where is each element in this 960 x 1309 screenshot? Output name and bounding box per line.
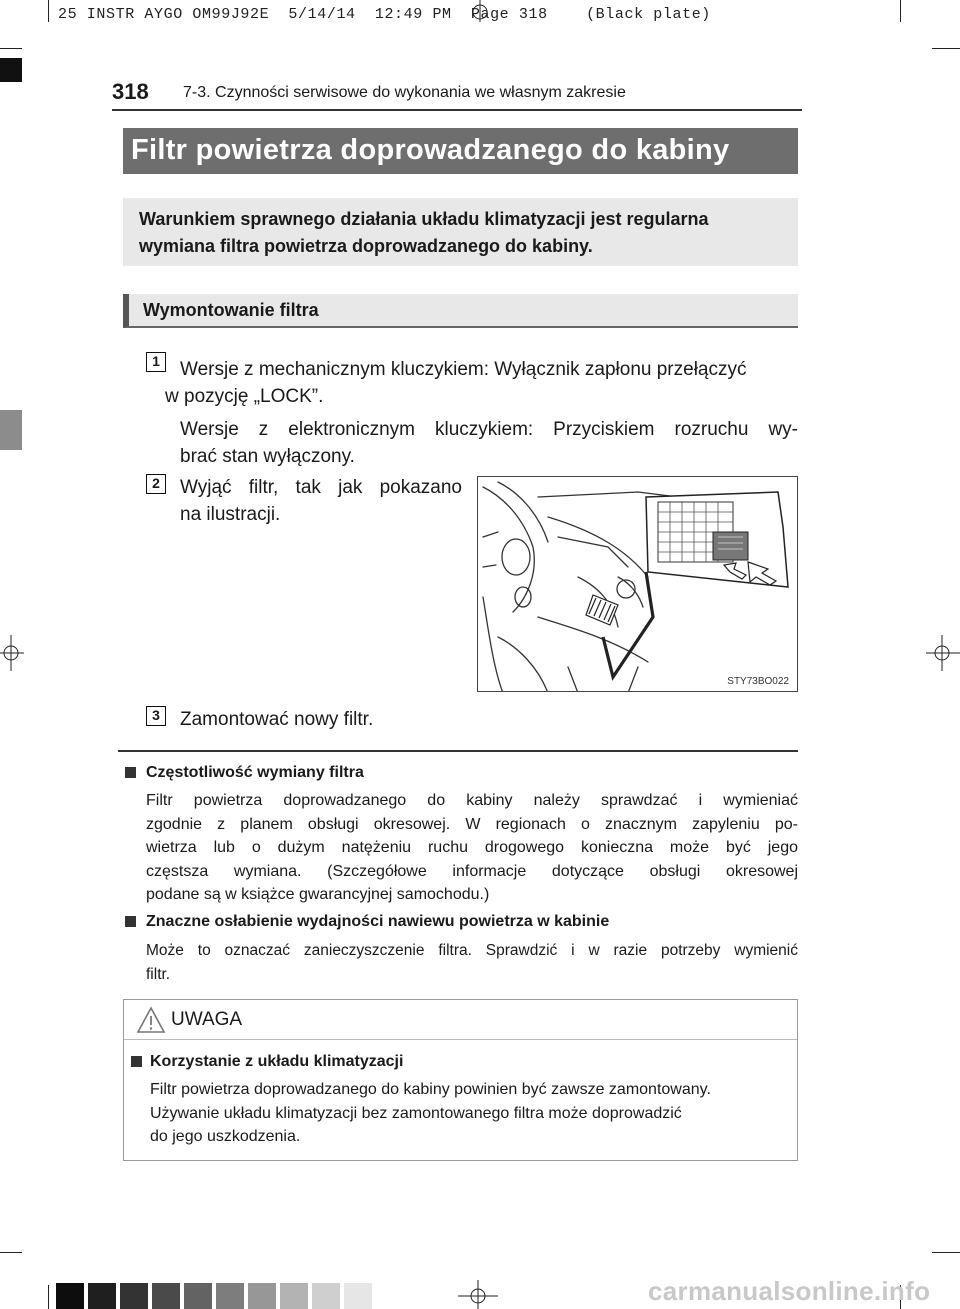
section-divider — [118, 750, 798, 752]
warning-box — [123, 999, 798, 1161]
chapter-tab-marker — [0, 58, 22, 82]
registration-mark — [458, 1280, 498, 1309]
step-2-text — [180, 474, 462, 528]
warning-body — [150, 1078, 790, 1149]
step-line: brać stan wyłączony. — [180, 446, 355, 467]
note-line: częstsza wymiana. (Szczegółowe informacje dotyczące obsługi okresowej — [146, 862, 798, 880]
registration-mark — [0, 635, 24, 671]
note-line: zgodnie z planem obsługi okresowej. W regionach o znacznym zapyleniu po- — [146, 815, 798, 833]
note-line: filtr. — [146, 965, 171, 983]
section-tab-marker — [0, 410, 22, 450]
subsection-title: Wymontowanie filtra — [143, 300, 319, 320]
registration-mark — [926, 635, 960, 671]
step-line: w pozycję „LOCK”. — [165, 386, 324, 407]
note-title: Znaczne osłabienie wydajności nawiewu powietrza w kabinie — [146, 913, 610, 930]
warning-divider — [124, 1039, 797, 1040]
crop-mark — [48, 0, 49, 22]
chapter-title: 7-3. Czynności serwisowe do wykonania we własnym zakresie — [183, 84, 626, 101]
subsection-bar — [123, 294, 798, 328]
note-body — [146, 789, 798, 907]
crop-mark — [48, 1285, 49, 1309]
warning-line: do jego uszkodzenia. — [150, 1128, 301, 1145]
square-bullet-icon — [131, 1056, 142, 1067]
crop-mark — [932, 1252, 960, 1253]
page-title: Filtr powietrza doprowadzanego do kabiny — [131, 134, 730, 166]
step-number: 1 — [146, 352, 166, 372]
crop-mark — [0, 1252, 22, 1253]
square-bullet-icon — [125, 916, 136, 927]
square-bullet-icon — [125, 767, 136, 778]
warning-label: UWAGA — [171, 1009, 243, 1030]
crop-mark — [900, 0, 901, 22]
print-stamp: 25 INSTR AYGO OM99J92E 5/14/14 12:49 PM Page 318 (Black plate) — [58, 6, 711, 23]
intro-line: wymiana filtra powietrza doprowadzanego do kabiny. — [139, 236, 593, 256]
header-divider — [112, 109, 802, 111]
note-title: Częstotliwość wymiany filtra — [146, 764, 364, 781]
illustration-code: STY73BO022 — [727, 676, 789, 687]
crop-mark — [0, 48, 22, 49]
step-line: Wersje z elektronicznym kluczykiem: Przyciskiem rozruchu wy- — [180, 419, 798, 440]
warning-title: Korzystanie z układu klimatyzacji — [150, 1053, 404, 1070]
step-3-text — [180, 706, 580, 733]
step-1-text — [165, 356, 798, 410]
step-number: 3 — [146, 706, 166, 726]
note-line: Może to oznaczać zanieczyszczenie filtra. Sprawdzić i w razie potrzeby wymienić — [146, 942, 798, 959]
step-line: na ilustracji. — [180, 504, 281, 525]
warning-line: Filtr powietrza doprowadzanego do kabiny powinien być zawsze zamontowany. — [150, 1081, 711, 1098]
color-calibration-strip — [56, 1283, 372, 1309]
step-line: Wersje z mechanicznym kluczykiem: Wyłącznik zapłonu przełączyć — [180, 359, 747, 380]
crop-mark — [932, 48, 960, 49]
page-number: 318 — [112, 79, 149, 104]
intro-box — [123, 198, 798, 266]
warning-triangle-icon — [136, 1006, 166, 1034]
step-line: Wyjąć filtr, tak jak pokazano — [180, 477, 462, 498]
step-1-alt-text — [180, 416, 798, 470]
step-line: Zamontować nowy filtr. — [180, 709, 374, 730]
note-line: podane są w książce gwarancyjnej samochodu.) — [146, 886, 490, 903]
page-title-bar — [123, 128, 798, 174]
watermark: carmanualsonline.info — [648, 1276, 931, 1306]
warning-line: Używanie układu klimatyzacji bez zamontowanego filtra może doprowadzić — [150, 1104, 682, 1122]
dashboard-drawing — [478, 477, 798, 692]
note-body — [146, 939, 798, 986]
filter-removal-illustration — [477, 476, 798, 692]
step-number: 2 — [146, 474, 166, 494]
note-line: Filtr powietrza doprowadzanego do kabiny należy sprawdzać i wymieniać — [146, 792, 798, 809]
intro-line: Warunkiem sprawnego działania układu klimatyzacji jest regularna — [139, 209, 709, 229]
note-line: wietrza lub o dużym natężeniu ruchu drogowego konieczna może być jego — [146, 839, 798, 856]
